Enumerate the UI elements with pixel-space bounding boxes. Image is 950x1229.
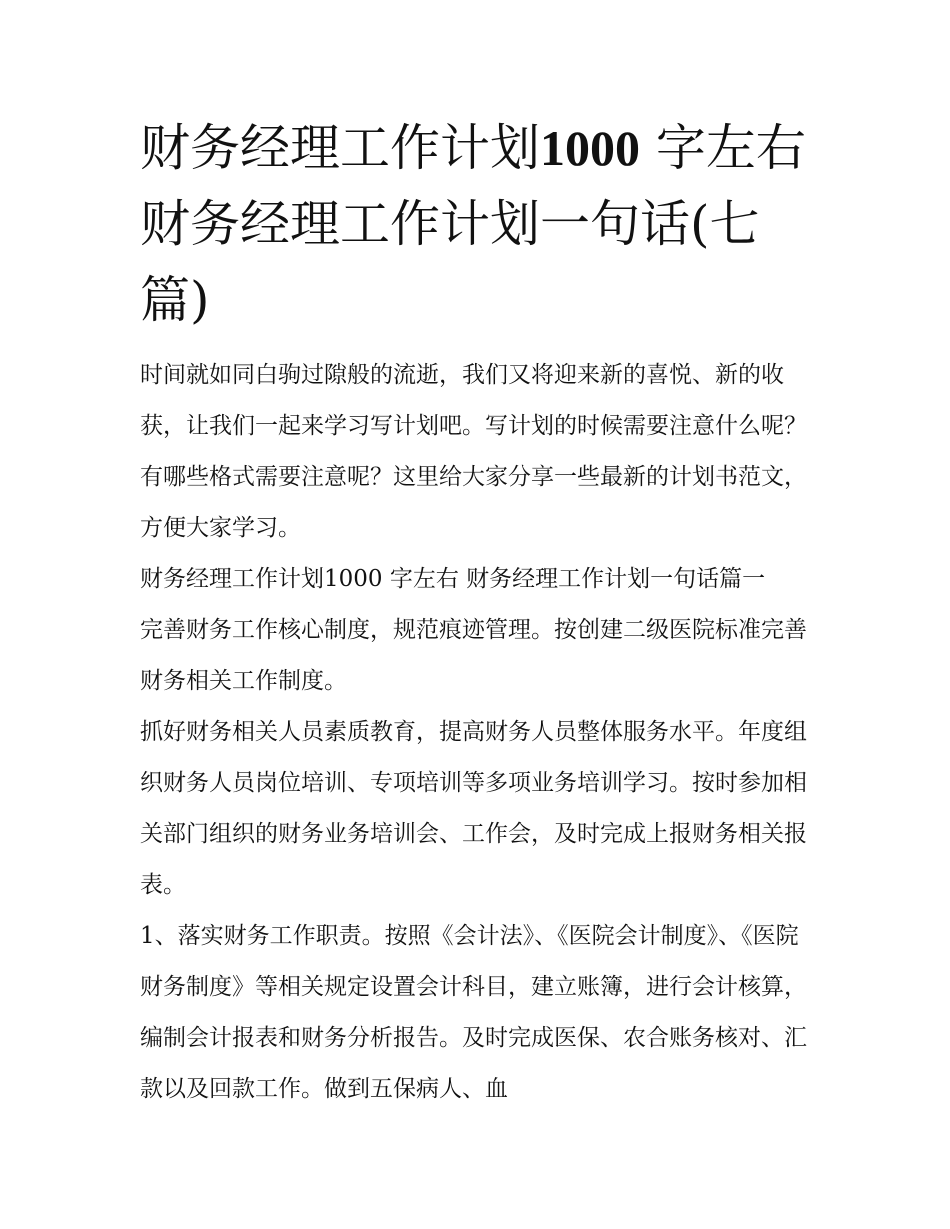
body-paragraph: 抓好财务相关人员素质教育，提高财务人员整体服务水平。年度组织财务人员岗位培训、专项培训等多项业务培训学习。按时参加相关部门组织的财务业务培训会、工作会，及时完成上报财务相关报表。 — [140, 719, 807, 898]
title-text-part2: 字左右 财务经理工作计划一句话(七篇) — [140, 119, 806, 329]
intro-paragraph: 时间就如同白驹过隙般的流逝，我们又将迎来新的喜悦、新的收获，让我们一起来学习写计划吧。写计划的时候需要注意什么呢？有哪些格式需要注意呢？这里给大家分享一些最新的计划书范文，方便大家学习。 — [140, 362, 807, 541]
body-paragraph: 完善财务工作核心制度，规范痕迹管理。按创建二级医院标准完善财务相关工作制度。 — [140, 617, 807, 694]
document-title — [140, 110, 820, 338]
title-text-part1: 财务经理工作计划 — [140, 119, 540, 177]
body-paragraph: 1、落实财务工作职责。按照《会计法》、《医院会计制度》、《医院财务制度》等相关规定设置会计科目，建立账簿，进行会计核算，编制会计报表和财务分析报告。及时完成医保、农合账务核对、汇款以及回款工作。做到五保病人、血 — [140, 923, 807, 1102]
document-body — [140, 350, 815, 1115]
section-heading: 财务经理工作计划1000 字左右 财务经理工作计划一句话篇一 — [140, 566, 766, 592]
title-number: 1000 — [540, 120, 640, 176]
